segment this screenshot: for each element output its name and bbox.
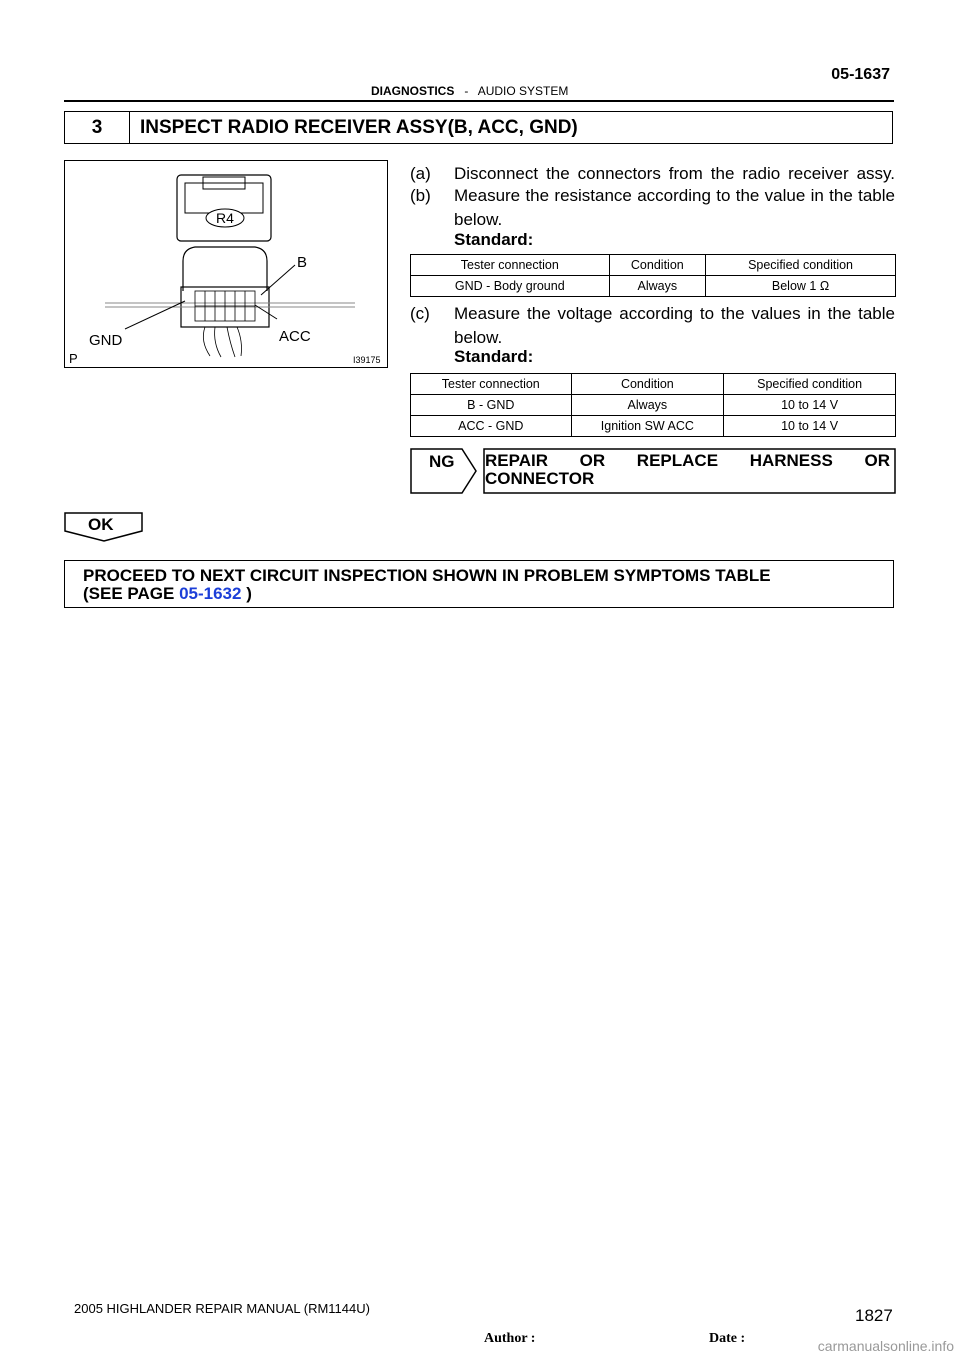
page-code: 05-1637 — [831, 66, 890, 83]
author-label: Author : — [484, 1331, 536, 1346]
connector-label: R4 — [216, 210, 234, 226]
standard-label-1: Standard: — [454, 230, 534, 249]
step-title: INSPECT RADIO RECEIVER ASSY(B, ACC, GND) — [140, 116, 578, 138]
ok-result-tab — [64, 512, 144, 542]
proceed-box — [64, 560, 894, 608]
table-row: B - GND Always 10 to 14 V — [411, 395, 896, 416]
date-label: Date : — [709, 1331, 746, 1346]
page-reference-link[interactable]: 05-1632 — [179, 584, 242, 603]
step-box — [64, 111, 893, 144]
voltage-table — [410, 373, 896, 437]
proceed-line-1: PROCEED TO NEXT CIRCUIT INSPECTION SHOWN IN PROBLEM SYMPTOMS TABLE — [83, 566, 771, 585]
figure-corner-letter: P — [69, 351, 78, 366]
table-header-row: Tester connection Condition Specified condition — [411, 374, 896, 395]
proceed-line-2: (SEE PAGE 05-1632 ) — [83, 584, 252, 603]
manual-title: 2005 HIGHLANDER REPAIR MANUAL (RM1144U) — [74, 1301, 370, 1316]
watermark: carmanualsonline.info — [817, 1338, 954, 1354]
connector-illustration — [65, 161, 386, 366]
section-category: DIAGNOSTICS — [371, 84, 455, 98]
figure-id: I39175 — [353, 355, 381, 365]
page-number: 1827 — [855, 1306, 893, 1325]
table-header-row: Tester connection Condition Specified condition — [411, 255, 896, 276]
pin-b-label: B — [297, 254, 308, 271]
section-name: AUDIO SYSTEM — [477, 84, 569, 98]
ok-tag: OK — [88, 515, 114, 534]
header-rule — [64, 100, 894, 102]
section-dash: - — [464, 84, 469, 98]
connector-figure — [64, 160, 388, 368]
instruction-b: (b) Measure the resistance according to the value in the table below. — [410, 186, 895, 229]
section-title — [371, 84, 568, 98]
pin-gnd-label: GND — [89, 332, 123, 349]
ng-action-text: REPAIR OR REPLACE HARNESS OR CONNECTOR — [485, 451, 890, 488]
step-number: 3 — [65, 112, 130, 143]
table-row: GND - Body ground Always Below 1 Ω — [411, 276, 896, 297]
resistance-table — [410, 254, 896, 297]
standard-label-2: Standard: — [454, 347, 534, 366]
ng-tag: NG — [429, 452, 455, 471]
instruction-a: (a) Disconnect the connectors from the radio receiver assy. — [410, 164, 895, 183]
pin-acc-label: ACC — [279, 328, 311, 345]
instruction-c: (c) Measure the voltage according to the values in the table below. — [410, 304, 895, 347]
table-row: ACC - GND Ignition SW ACC 10 to 14 V — [411, 416, 896, 437]
